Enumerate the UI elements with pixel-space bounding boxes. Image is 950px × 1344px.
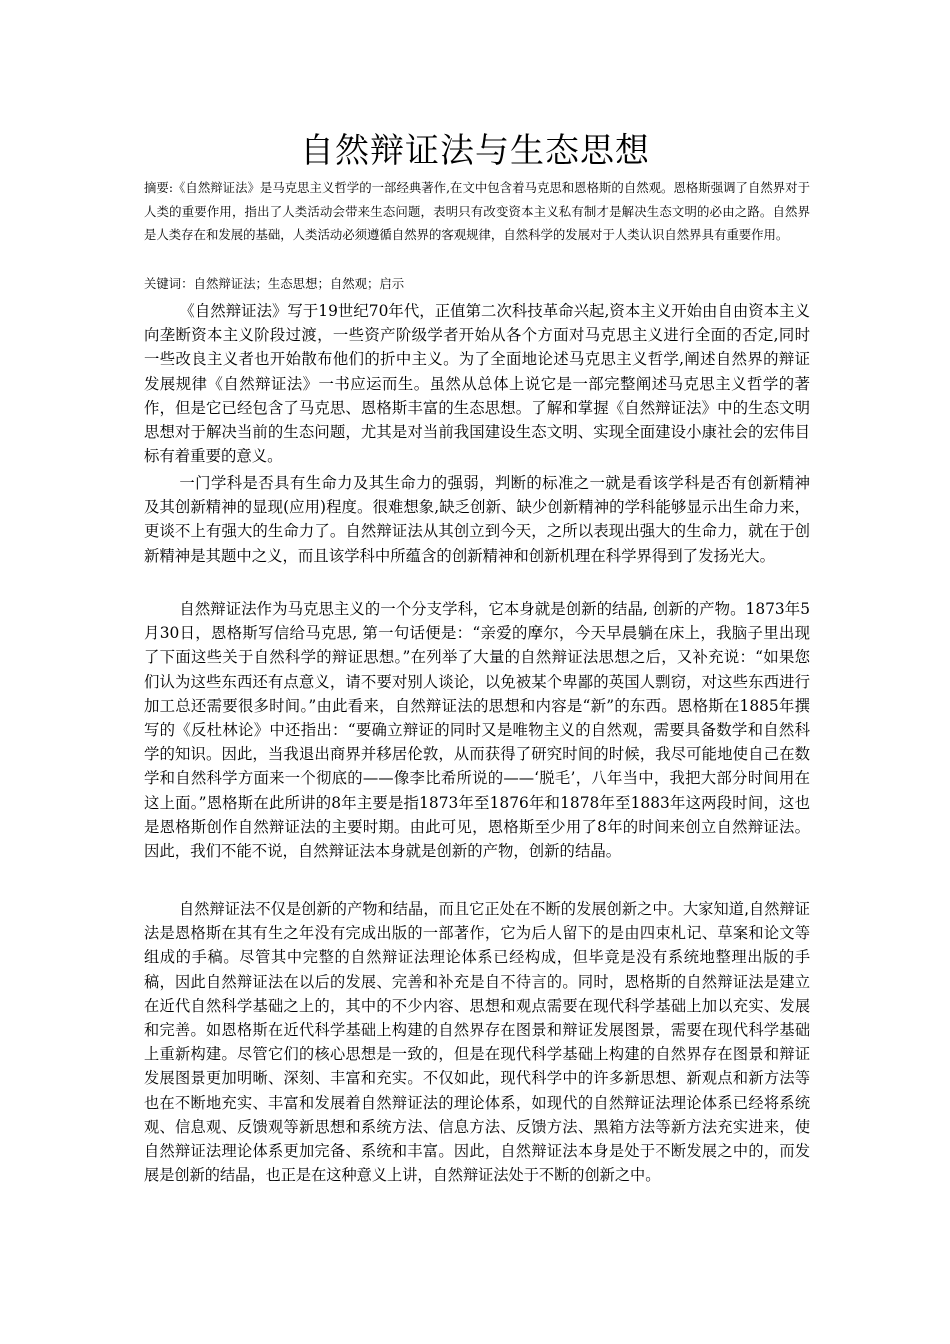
body-paragraph-3: 自然辩证法作为马克思主义的一个分支学科，它本身就是创新的结晶, 创新的产物。1873年5月30日，恩格斯写信给马克思, 第一句话便是：“亲爱的摩尔，今天早晨躺在床上，我脑子里出现了下面这些关于自然科学的辩证思想。”在列举了大量的自然辩证法思想之后，又补充说：“如果您们认为这些东西还有点意义，请不要对别人谈论，以免被某个卑鄙的英国人剽窃，对这些东西进行加工总还需要很多时间。”由此看来，自然辩证法的思想和内容是“新”的东西。恩格斯在1885年撰写的《反杜林论》中还指出：“要确立辩证的同时又是唯物主义的自然观，需要具备数学和自然科学的知识。因此，当我退出商界并移居伦敦，从而获得了研究时间的时候，我尽可能地使自己在数学和自然科学方面来一个彻底的——像李比希所说的——‘脱毛’，八年当中，我把大部分时间用在这上面。”恩格斯在此所讲的8年主要是指1873年至1876年和1878年至1883年这两段时间，这也是恩格斯创作自然辩证法的主要时期。由此可见，恩格斯至少用了8年的时间来创立自然辩证法。因此，我们不能不说，自然辩证法本身就是创新的产物，创新的结晶。 bbox=[144, 600, 810, 861]
abstract-text: 摘要:《自然辩证法》是马克思主义哲学的一部经典著作,在文中包含着马克思和恩格斯的自然观。恩格斯强调了自然界对于人类的重要作用，指出了人类活动会带来生态问题，表明只有改变资本主义私有制才是解决生态文明的必由之路。自然界是人类存在和发展的基础，人类活动必须遵循自然界的客观规律，自然科学的发展对于人类认识自然界具有重要作用。 bbox=[144, 180, 810, 242]
body-paragraph-4: 自然辩证法不仅是创新的产物和结晶，而且它正处在不断的发展创新之中。大家知道,自然辩证法是恩格斯在其有生之年没有完成出版的一部著作，它为后人留下的是由四束札记、草案和论文等组成的手稿。尽管其中完整的自然辩证法理论体系已经构成，但毕竟是没有系统地整理出版的手稿，因此自然辩证法在以后的发展、完善和补充是自不待言的。同时，恩格斯的自然辩证法是建立在近代自然科学基础之上的，其中的不少内容、思想和观点需要在现代科学基础上加以充实、发展和完善。如恩格斯在近代科学基础上构建的自然界存在图景和辩证发展图景，需要在现代科学基础上重新构建。尽管它们的核心思想是一致的，但是在现代科学基础上构建的自然界存在图景和辩证发展图景更加明晰、深刻、丰富和充实。不仅如此，现代科学中的许多新思想、新观点和新方法等也在不断地充实、丰富和发展着自然辩证法的理论体系，如现代的自然辩证法理论体系已经将系统观、信息观、反馈观等新思想和系统方法、信息方法、反馈方法、黑箱方法等新方法充实进来，使自然辩证法理论体系更加完备、系统和丰富。因此，自然辩证法本身是处于不断发展之中的，而发展是创新的结晶，也正是在这种意义上讲，自然辩证法处于不断的创新之中。 bbox=[144, 900, 810, 1185]
body-paragraph-2: 一门学科是否具有生命力及其生命力的强弱，判断的标准之一就是看该学科是否有创新精神及其创新精神的显现(应用)程度。很难想象,缺乏创新、缺少创新精神的学科能够显示出生命力来，更谈不上有强大的生命力了。自然辩证法从其创立到今天，之所以表现出强大的生命力，就在于创新精神是其题中之义，而且该学科中所蕴含的创新精神和创新机理在科学界得到了发扬光大。 bbox=[144, 474, 810, 565]
body-paragraph-1: 《自然辩证法》写于19世纪70年代，正值第二次科技革命兴起,资本主义开始由自由资本主义向垄断资本主义阶段过渡，一些资产阶级学者开始从各个方面对马克思主义进行全面的否定,同时一些改良主义者也开始散布他们的折中主义。为了全面地论述马克思主义哲学,阐述自然界的辩证发展规律《自然辩证法》一书应运而生。虽然从总体上说它是一部完整阐述马克思主义哲学的著作，但是它已经包含了马克思、恩格斯丰富的生态思想。了解和掌握《自然辩证法》中的生态文明思想对于解决当前的生态问题，尤其是对当前我国建设生态文明、实现全面建设小康社会的宏伟目标有着重要的意义。 bbox=[144, 302, 810, 466]
document-title: 自然辩证法与生态思想 bbox=[300, 131, 650, 171]
keywords-line: 关键词：自然辩证法；生态思想；自然观；启示 bbox=[144, 276, 405, 291]
